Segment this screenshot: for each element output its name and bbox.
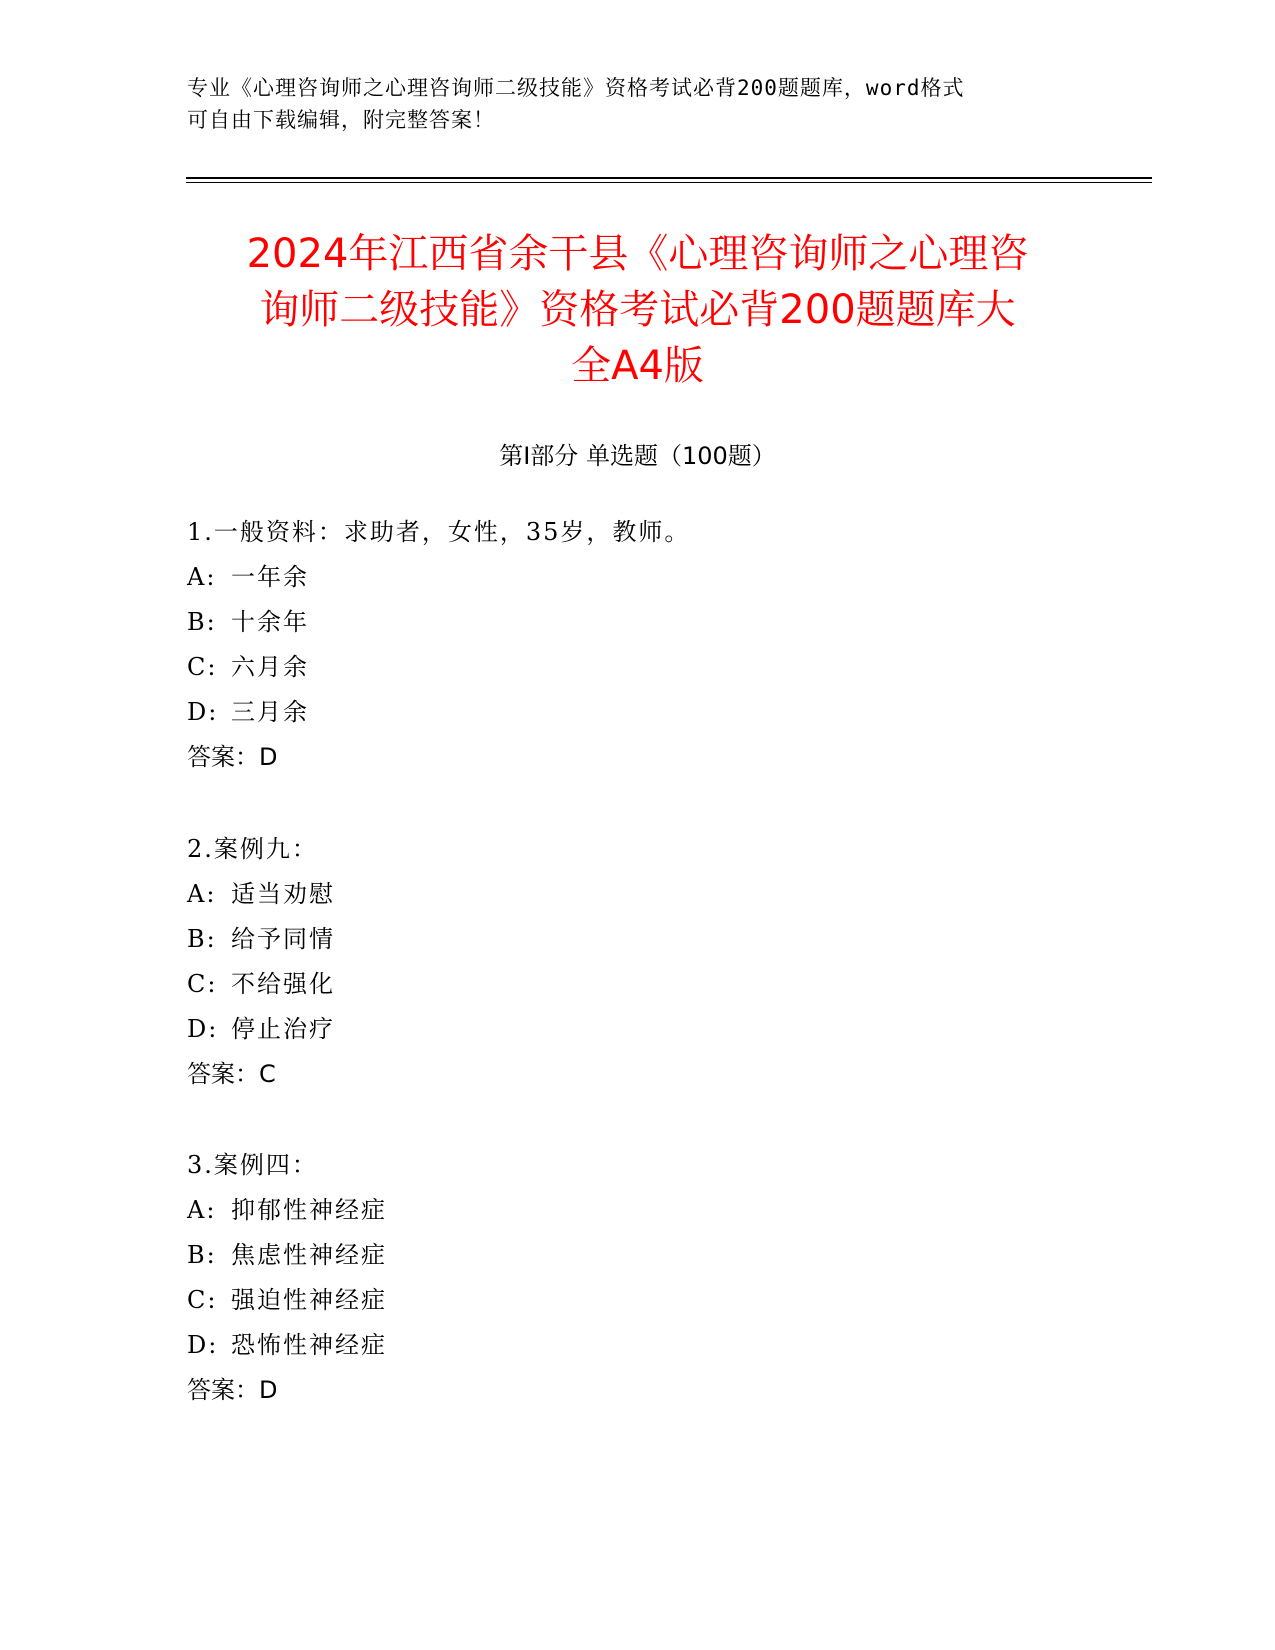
option-label: C:	[187, 653, 218, 681]
option-c	[187, 645, 1087, 690]
answer: 答案：D	[187, 1376, 278, 1404]
option-text: 一年余	[231, 563, 309, 591]
question-stem: 3.案例四：	[187, 1151, 318, 1179]
option-text: 给予同情	[231, 925, 335, 953]
question-stem: 2.案例九：	[187, 835, 318, 863]
option-b	[187, 600, 1087, 645]
option-label: A:	[187, 880, 217, 908]
option-text: 适当劝慰	[231, 880, 335, 908]
header-note	[187, 72, 1067, 136]
option-a	[187, 872, 1087, 917]
option-label: C:	[187, 970, 218, 998]
option-a	[187, 555, 1087, 600]
option-a	[187, 1188, 1087, 1233]
header-divider-thin	[186, 182, 1152, 183]
option-label: D:	[187, 1015, 219, 1043]
question-2	[187, 827, 1087, 1097]
option-label: B:	[187, 608, 217, 636]
document-title-line-3: 全A4版	[571, 343, 704, 389]
question-stem: 1.一般资料：求助者，女性，35岁，教师。	[187, 518, 691, 546]
option-label: C:	[187, 1286, 218, 1314]
document-title-line-1: 2024年江西省余干县《心理咨询师之心理咨	[246, 231, 1029, 277]
option-text: 强迫性神经症	[231, 1286, 387, 1314]
question-1	[187, 510, 1087, 780]
option-b	[187, 917, 1087, 962]
option-label: B:	[187, 925, 217, 953]
header-divider-thick	[186, 177, 1152, 179]
option-text: 不给强化	[231, 970, 335, 998]
document-title-line-2: 询师二级技能》资格考试必背200题题库大	[259, 287, 1016, 333]
question-3	[187, 1143, 1087, 1413]
option-label: A:	[187, 563, 217, 591]
option-text: 焦虑性神经症	[231, 1241, 387, 1269]
option-label: A:	[187, 1196, 217, 1224]
header-note-line-2: 可自由下载编辑，附完整答案！	[187, 108, 495, 132]
option-text: 恐怖性神经症	[231, 1331, 387, 1359]
option-label: B:	[187, 1241, 217, 1269]
option-c	[187, 962, 1087, 1007]
section-heading: 第Ⅰ部分 单选题（100题）	[499, 442, 776, 470]
option-label: D:	[187, 1331, 219, 1359]
option-d	[187, 1007, 1087, 1052]
option-label: D:	[187, 698, 219, 726]
document-title	[170, 226, 1105, 394]
answer: 答案：D	[187, 743, 278, 771]
option-text: 抑郁性神经症	[231, 1196, 387, 1224]
option-text: 三月余	[231, 698, 309, 726]
option-text: 六月余	[231, 653, 309, 681]
option-b	[187, 1233, 1087, 1278]
answer: 答案：C	[187, 1060, 276, 1088]
option-d	[187, 690, 1087, 735]
header-note-line-1: 专业《心理咨询师之心理咨询师二级技能》资格考试必背200题题库，word格式	[187, 76, 965, 100]
option-c	[187, 1278, 1087, 1323]
option-text: 停止治疗	[231, 1015, 335, 1043]
option-text: 十余年	[231, 608, 309, 636]
option-d	[187, 1323, 1087, 1368]
